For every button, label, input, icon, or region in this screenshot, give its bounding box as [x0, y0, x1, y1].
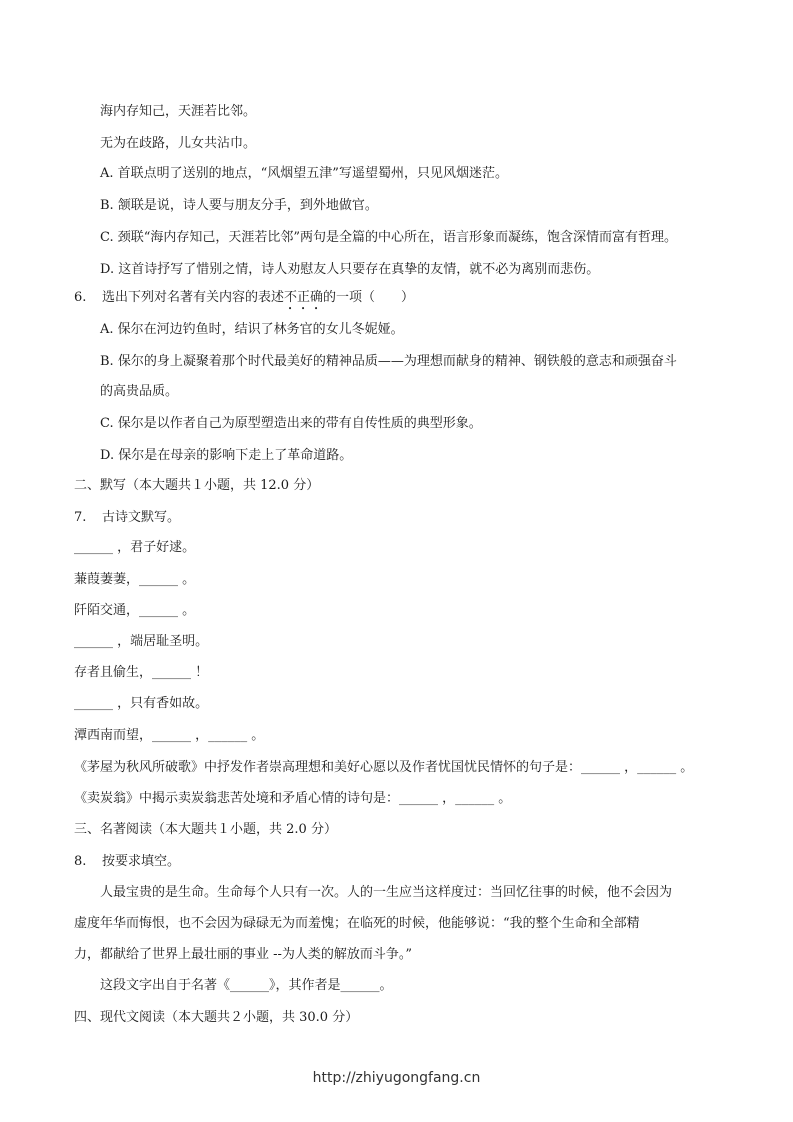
q8-stem	[74, 852, 180, 872]
q5-option-d: D. 这首诗抒写了惜别之情，诗人劝慰友人只要存在真挚的友情，就不必为离别而悲伤。	[100, 262, 600, 277]
q7-line-3: 阡陌交通，______ 。	[74, 603, 196, 618]
q7-line-5: 存者且偷生，______ ！	[74, 665, 209, 680]
q6-option-b: B. 保尔的身上凝聚着那个时代最美好的精神品质——为理想而献身的精神、钢铁般的意志和顽强奋斗	[100, 354, 677, 369]
q6-option-b-cont: 的高贵品质。	[100, 384, 179, 399]
q7-stem	[74, 508, 180, 528]
q7-line-8: 《茅屋为秋风所破歌》中抒发作者崇高理想和美好心愿以及作者忧国忧民情怀的句子是：______ ，______ 。	[74, 760, 694, 775]
q7-title: 古诗文默写。	[102, 510, 181, 525]
q8-number: 8.	[74, 854, 87, 869]
q7-line-4: ______ ，端居耻圣明。	[74, 634, 209, 649]
footer-url: http://zhiyugongfang.cn	[312, 1070, 481, 1086]
q6-option-d: D. 保尔是在母亲的影响下走上了革命道路。	[100, 448, 353, 463]
q8-para-line-3: 力，都献给了世界上最壮丽的事业 --为人类的解放而斗争。”	[74, 947, 413, 962]
q6-option-a: A. 保尔在河边钓鱼时，结识了林务官的女儿冬妮娅。	[100, 322, 404, 337]
q7-line-9: 《卖炭翁》中揭示卖炭翁悲苦处境和矛盾心情的诗句是：______ ，______ 。	[74, 791, 512, 806]
q8-para-line-1: 人最宝贵的是生命。生命每个人只有一次。人的一生应当这样度过：当回忆往事的时候，他不会因为	[100, 885, 673, 900]
q6-number: 6.	[74, 290, 87, 305]
q5-option-a: A. 首联点明了送别的地点，“风烟望五津”写遥望蜀州，只见风烟迷茫。	[100, 166, 508, 181]
q6-stem-post: 的一项（ ）	[323, 290, 415, 305]
q5-option-c: C. 颈联“海内存知己，天涯若比邻”两句是全篇的中心所在，语言形象而凝练，饱含深情而富有哲理。	[100, 230, 678, 245]
q8-para-line-2: 虚度年华而悔恨，也不会因为碌碌无为而羞愧；在临死的时候，他能够说：“我的整个生命和全部精	[74, 916, 640, 931]
q7-line-6: ______ ，只有香如故。	[74, 696, 209, 711]
q8-title: 按要求填空。	[102, 854, 181, 869]
q7-line-1: ______ ，君子好逑。	[74, 540, 196, 555]
section-2-heading: 二、默写（本大题共１小题，共 12.0 分）	[74, 478, 320, 493]
section-3-heading: 三、名著阅读（本大题共１小题，共 2.0 分）	[74, 822, 337, 837]
q7-line-2: 蒹葭萋萋，______ 。	[74, 572, 196, 587]
q5-option-b: B. 颔联是说，诗人要与朋友分手，到外地做官。	[100, 198, 378, 213]
q6-stem	[74, 288, 414, 313]
q6-option-c: C. 保尔是以作者自己为原型塑造出来的带有自传性质的典型形象。	[100, 416, 482, 431]
section-4-heading: 四、现代文阅读（本大题共２小题，共 30.0 分）	[74, 1010, 359, 1025]
q7-line-7: 潭西南而望，______ ，______ 。	[74, 728, 265, 743]
poem-line-1: 海内存知己，天涯若比邻。	[100, 104, 257, 119]
q7-number: 7.	[74, 510, 87, 525]
q6-stem-pre: 选出下列对名著有关内容的表述	[102, 290, 285, 305]
poem-line-2: 无为在歧路，儿女共沾巾。	[100, 136, 257, 151]
q6-stem-emphasis: 不正确	[284, 290, 324, 305]
q8-fill-line: 这段文字出自于名著《______》，其作者是______。	[100, 978, 393, 993]
